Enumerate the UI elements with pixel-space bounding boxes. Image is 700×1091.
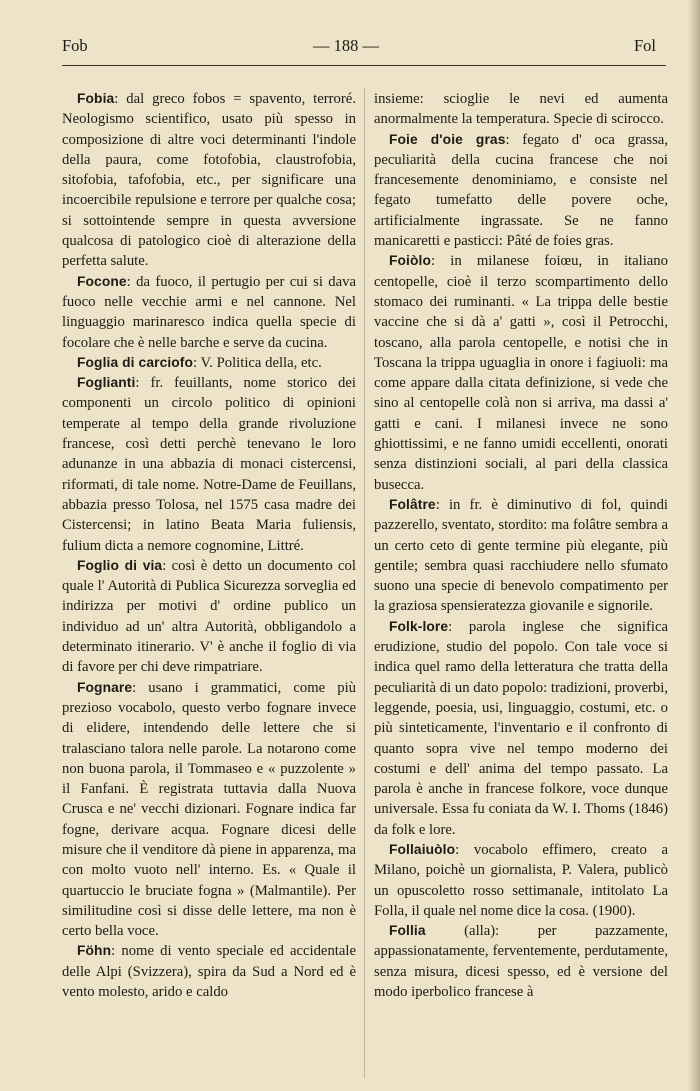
entry-text: : fr. feuillants, nome storico dei componenti un circolo politico di opinioni temperate al tempo della grande rivoluzione francese, così detti perchè tenevano le loro adunanze in una abbazia di monaci cistercensi, riformati, di tale nome. Notre-Dame de Feuillans, abbazia presso Tolosa, nel 1575 casa madre dei Cistercensi; in latino Beata Maria fuliensis, fulium dicta a nemore cognomine, Littré. (62, 375, 356, 554)
entry-fohn-continued (374, 89, 668, 130)
headword: Focone (77, 273, 127, 289)
headword: Folk-lore (389, 618, 449, 634)
entry-text: : usano i grammatici, come più prezioso vocabolo, questo verbo fognare invece di elidere, intendendo delle lettere che si tralasciano talora nelle parole. La notarono come non buona parola, il Tommaseo e « puzzolente » il Fanfani. È registrata tuttavia dalla Nuova Crusca e ne' vecchi dizionari. Fognare indica far fogne, derivare acqua. Fognare dicesi delle misure che il venditore dà piene in apparenza, ma con molto vuoto nell' interno. Es. « Quale il quartuccio le bruciate fogna » (Malmantile). Per similitudine così si disse delle lettere, ma non è certo bella voce. (62, 679, 356, 940)
entry-folatre (374, 495, 668, 617)
entry-fognare (62, 678, 356, 942)
headword: Follia (389, 923, 426, 939)
entry-text: : da fuoco, il pertugio per cui si dava fuoco nelle vecchie armi e nel cannone. Nel linguaggio marinaresco indica quella specie di focolare che è nelle barche e serve da cucina. (62, 273, 356, 351)
header-left-guideword: Fob (62, 36, 88, 55)
headword: Foglianti (77, 375, 136, 391)
headword: Fobia (77, 91, 115, 106)
column-divider (364, 88, 365, 1078)
entry-folk-lore (374, 617, 668, 840)
left-column (62, 89, 356, 1002)
entry-text: : nome di vento speciale ed accidentale delle Alpi (Svizzera), spira da Sud a Nord ed è vento molesto, arido e caldo (62, 943, 356, 1001)
entry-foglianti (62, 373, 356, 556)
headword: Follaiuòlo (389, 841, 456, 857)
entry-text: : vocabolo effimero, creato a Milano, poichè un giornalista, P. Valera, publicò un opuscoletto rosso settimanale, intitolato La Folla, il quale nel nome dice la cosa. (1900). (374, 841, 668, 919)
entry-text: : in fr. è diminutivo di fol, quindi pazzerello, sventato, stordito: ma folâtre sembra a un certo ceto di gente termine più elegante, più gentile; sembra quasi racchiudere nello sfumato suono una specie di benevolo compatimento per la graziosa spensieratezza giovanile e signorile. (374, 496, 668, 615)
header-right-guideword: Fol (633, 36, 656, 55)
page-number: — 188 — (313, 36, 379, 55)
running-header (62, 36, 670, 62)
entry-text: : così è detto un documento col quale l' Autorità di Publica Sicurezza sorveglia ed indirizza per motivi d' ordine publico un individuo ad un' altra Autorità, obbligandolo a determinato itinerario. V' è anche il foglio di via di favore per chi deve rimpatriare. (62, 557, 356, 676)
entry-foie-doie-gras (374, 130, 668, 252)
headword: Foiòlo (389, 253, 431, 269)
entry-foiolo (374, 251, 668, 495)
page-edge-shadow (688, 0, 700, 1091)
right-column (374, 89, 668, 1002)
entry-text: (alla): per pazzamente, appassionatamente, ferventemente, perdutamente, senza misura, dicesi spesso, ed è versione del modo iperbolico francese à (374, 923, 668, 1001)
entry-foglio-di-via (62, 556, 356, 678)
entry-text: : in milanese foiœu, in italiano centopelle, cioè il terzo scompartimento dello stomaco dei ruminanti. « La trippa delle bestie vaccine che si dà a' gatti », così il Petrocchi, toscano, alla parola centopelle, e notisi che in Toscana la trippa uguaglia in onore i fagiuoli: ma come appare dalla citata definizione, si vede che sino al centopelle colà non si arriva, ma dassi a' gatti e cani. I milanesi invece ne sono ghiottissimi, e ne fanno umidi eccellenti, onorati senza distinzioni sociali, al pari della classica busecca. (374, 253, 668, 493)
headword: Fognare (77, 679, 133, 695)
headword: Foglia di carciofo (77, 354, 194, 370)
entry-text: : dal greco fobos = spavento, terroré. Neologismo scientifico, usato più spesso in composizione di altre voci determinanti l'indole della paura, come fotofobia, claustrofobia, sitofobia, tafofobia, etc., per significare una incoercibile repulsione e terrore per qualche cosa; si sottointende sempre in questa avversione qualcosa di patologico cioè di alterazione della perfetta salute. (62, 91, 356, 270)
entry-foglia-di-carciofo (62, 353, 356, 373)
entry-follaiuolo (374, 840, 668, 921)
entry-focone (62, 272, 356, 353)
header-rule (62, 65, 666, 66)
entry-text: : parola inglese che significa erudizione, studio del popolo. Con tale voce si indica quel ramo della letteratura che tratta della peculiarità di un dato popolo: tradizioni, proverbi, leggende, poesia, usi, linguaggio, costumi, etc. o più sinteticamente, l'inventario e il confronto di quanto sopra vive nel tempo moderno dei costumi e dell' anima del tempo passato. La parola è anche in francese folkore, voce dunque universale. Essa fu coniata da W. I. Thoms (1846) da folk e lore. (374, 618, 668, 838)
entry-fohn (62, 941, 356, 1002)
entry-text: : fegato d' oca grassa, peculiarità della cucina francese che noi francesemente denominiamo, e consiste nel fegato tumefatto delle povere oche, artificialmente ingrassate. Se ne fanno manicaretti e pasticci: Pâté de foies gras. (374, 131, 668, 250)
entry-text: : V. Politica della, etc. (193, 354, 322, 371)
entry-follia (374, 921, 668, 1002)
entry-fobia (62, 89, 356, 272)
headword: Folâtre (389, 496, 436, 512)
headword: Foie d'oie gras (389, 131, 506, 147)
headword: Föhn (77, 943, 112, 959)
entry-text: insieme: scioglie le nevi ed aumenta anormalmente la temperatura. Specie di scirocco. (374, 91, 668, 128)
headword: Foglio di via (77, 557, 163, 573)
